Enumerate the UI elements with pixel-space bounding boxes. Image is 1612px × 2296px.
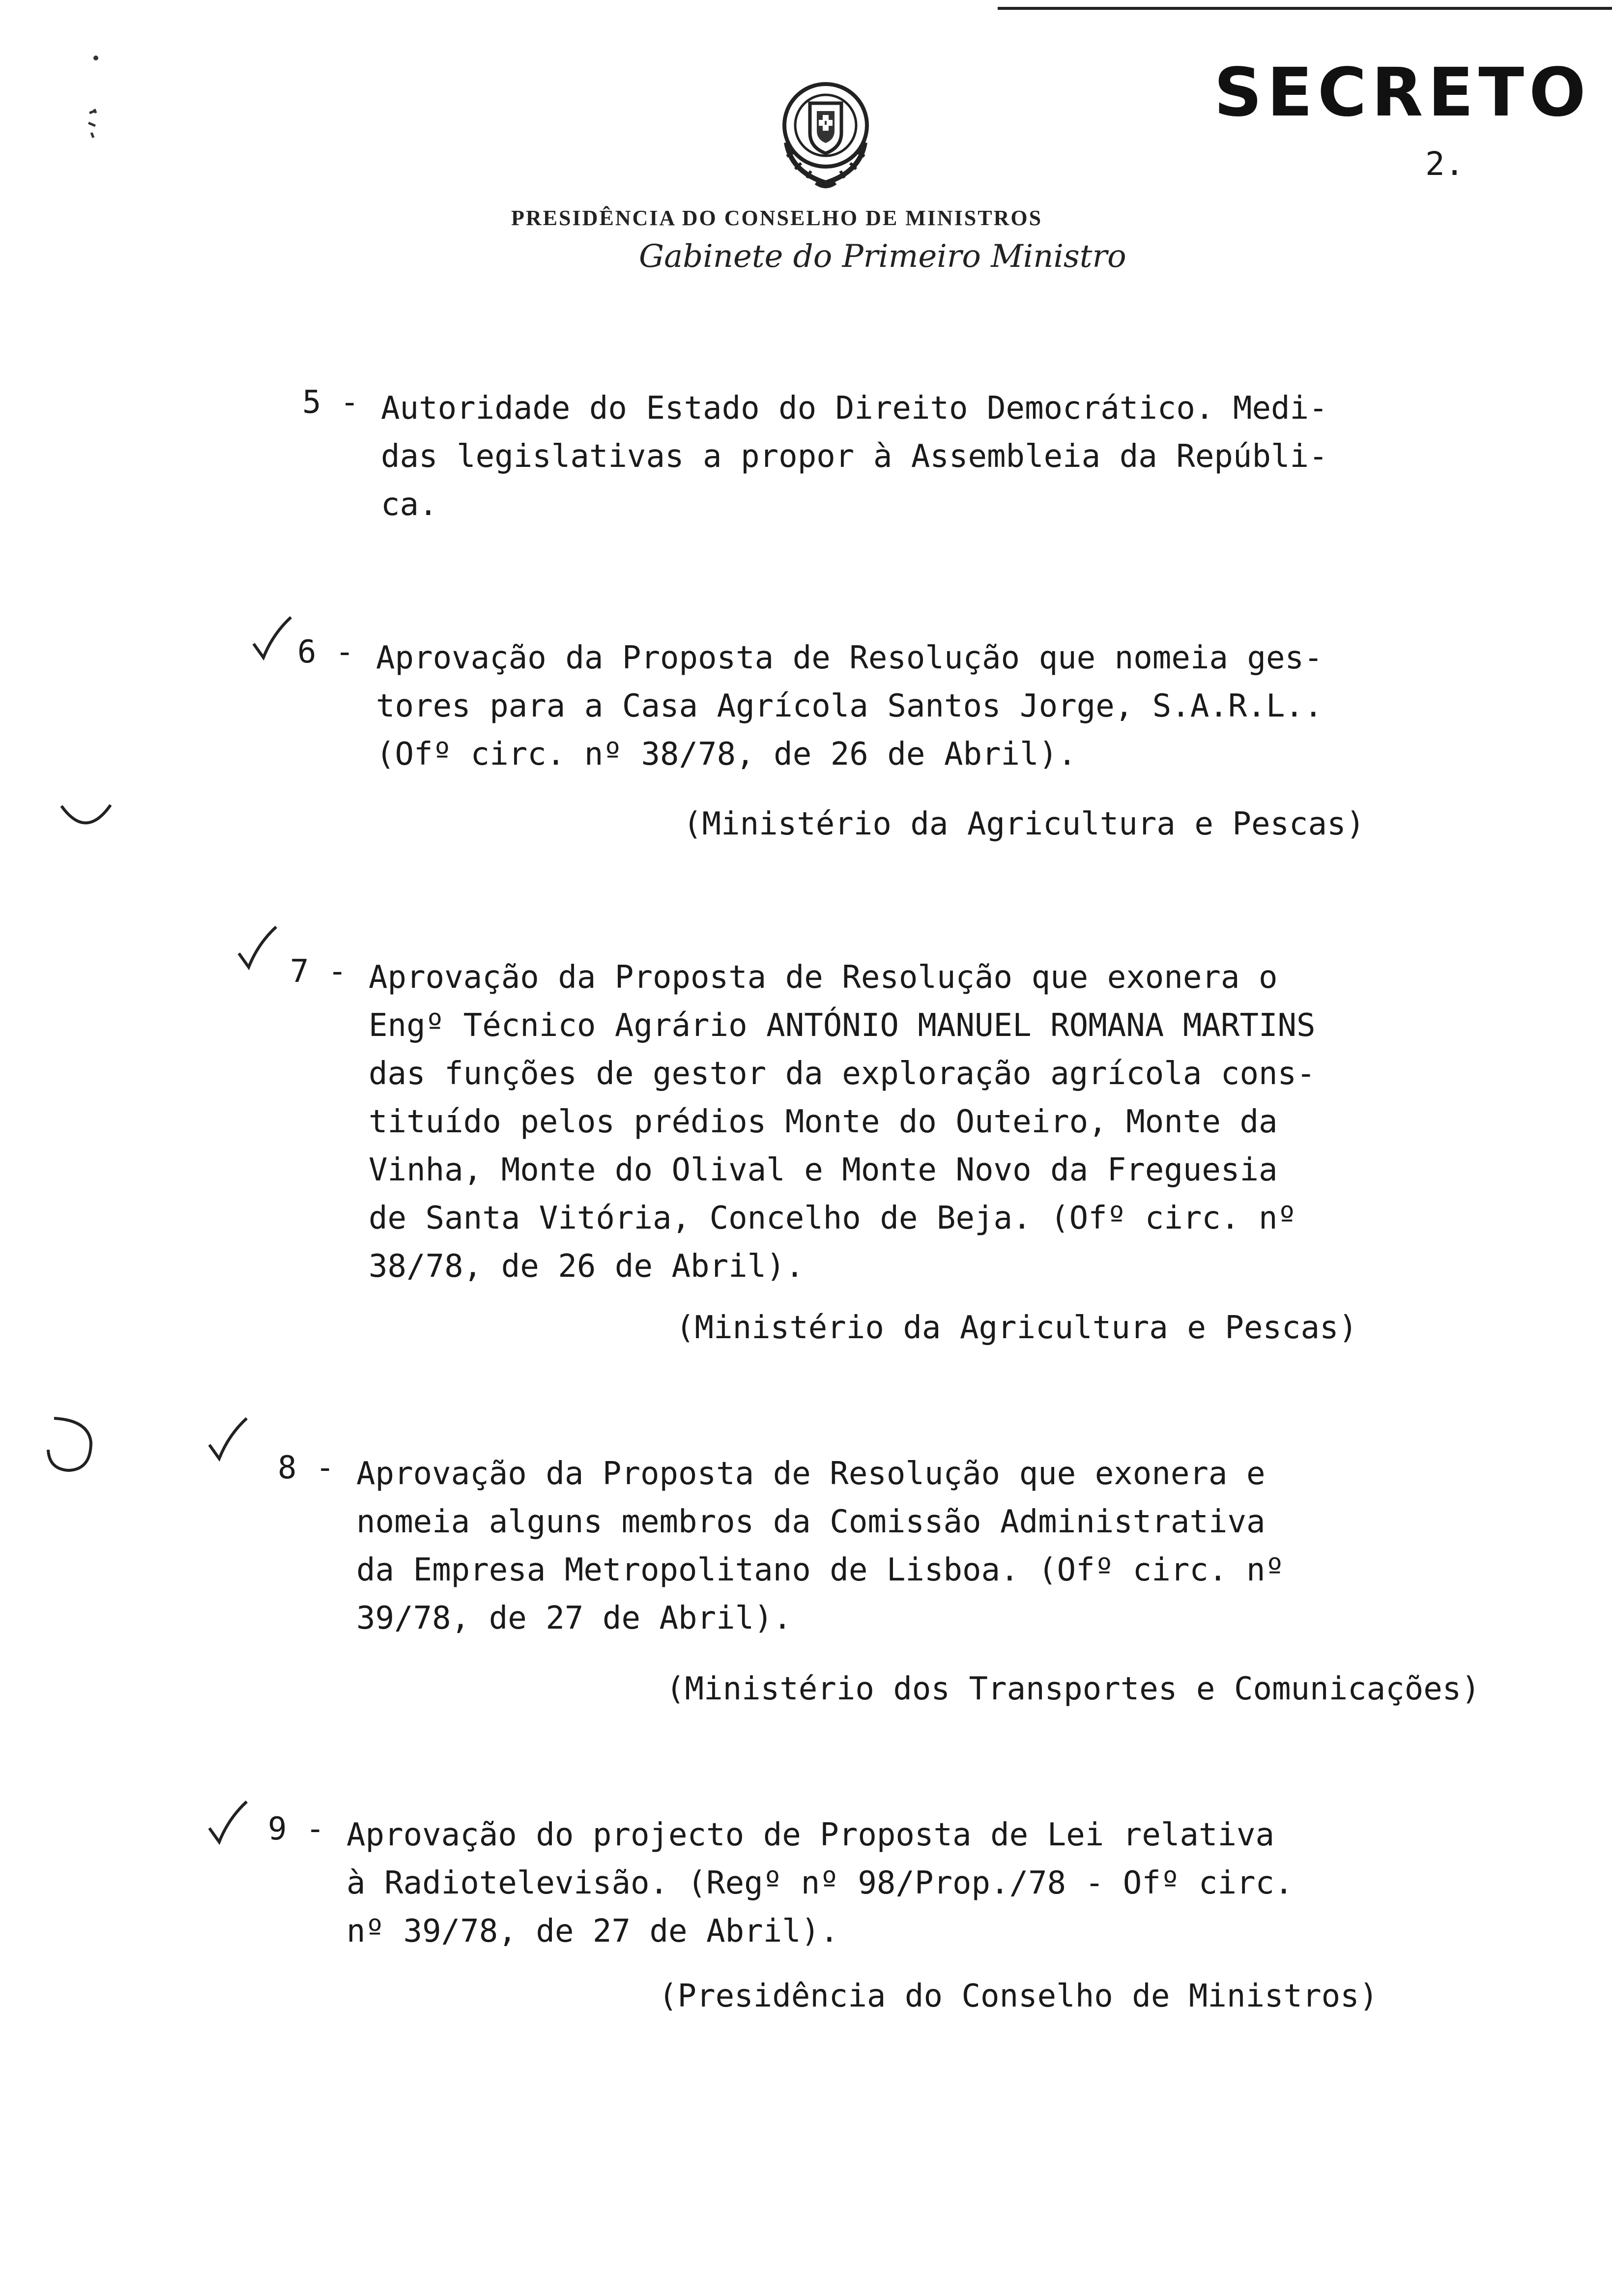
item-text — [356, 1450, 1284, 1642]
classification-stamp: SECRETO — [1214, 54, 1591, 132]
item-line: nº 39/78, de 27 de Abril). — [346, 1913, 839, 1950]
margin-mark-icon — [69, 54, 103, 167]
item-line: (Ofº circ. nº 38/78, de 26 de Abril). — [376, 736, 1077, 773]
top-rule — [998, 7, 1612, 10]
item-line: Aprovação da Proposta de Resolução que exonera e — [356, 1456, 1266, 1492]
margin-bracket-icon — [44, 1415, 98, 1474]
item-line: das legislativas a propor à Assembleia da Repúbli- — [381, 438, 1328, 475]
item-line: tores para a Casa Agrícola Santos Jorge, S.A.R.L.. — [376, 688, 1323, 724]
item-number: 7 - — [290, 953, 347, 990]
item-number: 6 - — [297, 634, 354, 670]
item-line: Autoridade do Estado do Direito Democrático. Medi- — [381, 390, 1328, 427]
item-line: tituído pelos prédios Monte do Outeiro, Monte da — [369, 1104, 1278, 1140]
ministry-label: (Presidência do Conselho de Ministros) — [659, 1978, 1379, 2014]
item-number: 8 - — [278, 1450, 335, 1486]
item-line: 38/78, de 26 de Abril). — [369, 1248, 805, 1285]
item-text — [369, 953, 1316, 1291]
item-number: 5 - — [302, 384, 359, 421]
ministry-label: (Ministério da Agricultura e Pescas) — [676, 1310, 1358, 1346]
item-line: Aprovação da Proposta de Resolução que exonera o — [369, 959, 1278, 996]
margin-bracket-icon — [59, 801, 113, 835]
checkmark-icon — [206, 1799, 251, 1848]
item-number: 9 - — [268, 1811, 325, 1847]
item-line: ca. — [381, 487, 438, 523]
item-text — [381, 384, 1328, 529]
page-number: 2. — [1425, 145, 1465, 183]
header-subtitle: Gabinete do Primeiro Ministro — [639, 238, 1126, 275]
item-line: Aprovação do projecto de Proposta de Lei relativa — [346, 1817, 1275, 1853]
checkmark-icon — [206, 1415, 251, 1464]
item-line: da Empresa Metropolitano de Lisboa. (Ofº circ. nº — [356, 1552, 1285, 1588]
item-line: Vinha, Monte do Olival e Monte Novo da Freguesia — [369, 1152, 1278, 1188]
item-line: 39/78, de 27 de Abril). — [356, 1600, 792, 1636]
checkmark-icon — [236, 924, 280, 973]
coat-of-arms-icon — [772, 74, 880, 192]
ministry-label: (Ministério da Agricultura e Pescas) — [683, 806, 1365, 842]
item-line: Aprovação da Proposta de Resolução que nomeia ges- — [376, 640, 1323, 676]
item-line: à Radiotelevisão. (Regº nº 98/Prop./78 - Ofº circ. — [346, 1865, 1294, 1901]
ministry-label: (Ministério dos Transportes e Comunicações) — [666, 1671, 1480, 1707]
item-line: Engº Técnico Agrário ANTÓNIO MANUEL ROMANA MARTINS — [369, 1007, 1316, 1044]
item-text — [346, 1811, 1294, 1955]
item-line: de Santa Vitória, Concelho de Beja. (Ofº circ. nº — [369, 1200, 1297, 1236]
item-line: das funções de gestor da exploração agrícola cons- — [369, 1056, 1316, 1092]
item-text — [376, 634, 1323, 778]
item-line: nomeia alguns membros da Comissão Administrativa — [356, 1504, 1266, 1540]
checkmark-icon — [251, 614, 295, 663]
header-title: PRESIDÊNCIA DO CONSELHO DE MINISTROS — [511, 206, 1043, 230]
